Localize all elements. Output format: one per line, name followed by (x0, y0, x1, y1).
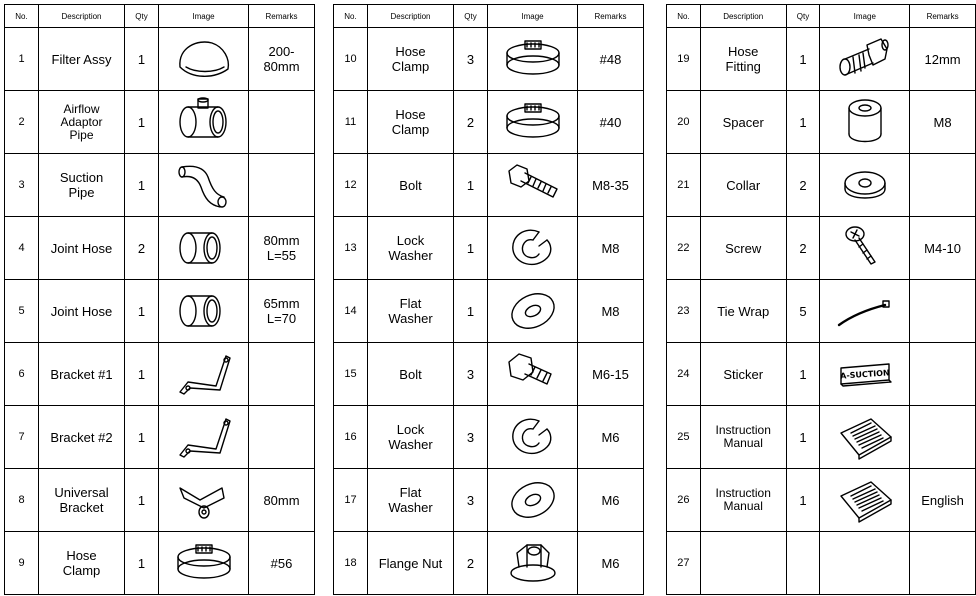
part-image (820, 28, 910, 91)
part-remarks: 200- 80mm (249, 28, 315, 91)
part-qty: 1 (786, 343, 820, 406)
part-image (820, 154, 910, 217)
part-remarks (249, 343, 315, 406)
table-row (334, 28, 644, 91)
part-remarks (249, 154, 315, 217)
part-qty: 1 (125, 406, 159, 469)
part-number: 27 (667, 532, 701, 595)
part-qty: 1 (786, 469, 820, 532)
part-number: 26 (667, 469, 701, 532)
part-remarks: English (910, 469, 976, 532)
header-qty: Qty (454, 5, 488, 28)
part-remarks: #40 (578, 91, 644, 154)
part-number: 1 (5, 28, 39, 91)
part-description: Instruction Manual (700, 469, 786, 532)
suction-pipe-icon (174, 159, 234, 211)
joint-hose-icon (174, 222, 234, 274)
table-row (334, 217, 644, 280)
part-qty: 2 (454, 91, 488, 154)
part-image (159, 217, 249, 280)
part-image (488, 154, 578, 217)
part-description: Flat Washer (368, 280, 454, 343)
part-description: Tie Wrap (700, 280, 786, 343)
header-row (667, 5, 976, 28)
header-qty: Qty (786, 5, 820, 28)
part-description: Flat Washer (368, 469, 454, 532)
part-qty: 1 (125, 91, 159, 154)
header-row (5, 5, 315, 28)
part-description (700, 532, 786, 595)
part-remarks: 12mm (910, 28, 976, 91)
part-remarks (910, 280, 976, 343)
part-qty: 3 (454, 406, 488, 469)
part-remarks (910, 154, 976, 217)
part-remarks: M8 (910, 91, 976, 154)
adaptor-pipe-icon (174, 96, 234, 148)
short-bolt-icon (503, 348, 563, 400)
part-qty: 2 (125, 217, 159, 280)
part-description: Hose Clamp (39, 532, 125, 595)
hose-clamp-icon (503, 33, 563, 85)
parts-table-2 (333, 4, 644, 595)
part-description: Universal Bracket (39, 469, 125, 532)
flat-washer-icon (503, 474, 563, 526)
table-row (334, 154, 644, 217)
part-number: 19 (667, 28, 701, 91)
table-row (334, 91, 644, 154)
parts-table-1 (4, 4, 315, 595)
collar-icon (835, 159, 895, 211)
part-number: 3 (5, 154, 39, 217)
part-description: Bolt (368, 154, 454, 217)
part-image (488, 532, 578, 595)
part-qty: 1 (125, 28, 159, 91)
part-qty: 2 (454, 532, 488, 595)
table-row (667, 28, 976, 91)
part-description: Hose Clamp (368, 28, 454, 91)
part-description: Suction Pipe (39, 154, 125, 217)
header-image: Image (820, 5, 910, 28)
universal-bracket-icon (174, 474, 234, 526)
part-qty: 1 (125, 154, 159, 217)
part-image (488, 91, 578, 154)
part-qty: 2 (786, 217, 820, 280)
table-row (667, 280, 976, 343)
part-remarks: M6 (578, 406, 644, 469)
filter-icon (174, 33, 234, 85)
part-image (159, 469, 249, 532)
part-number: 9 (5, 532, 39, 595)
tie-wrap-icon (835, 285, 895, 337)
part-remarks (910, 406, 976, 469)
parts-table-3 (666, 4, 976, 595)
table-row (334, 343, 644, 406)
part-remarks: M6-15 (578, 343, 644, 406)
part-description: Bracket #2 (39, 406, 125, 469)
sticker-icon (835, 348, 895, 400)
part-qty: 3 (454, 343, 488, 406)
part-description: Collar (700, 154, 786, 217)
part-qty: 1 (454, 217, 488, 280)
bracket-icon (174, 411, 234, 463)
part-number: 14 (334, 280, 368, 343)
part-image (159, 28, 249, 91)
table-row (5, 343, 315, 406)
part-number: 6 (5, 343, 39, 406)
part-image (488, 343, 578, 406)
hose-clamp-icon (503, 96, 563, 148)
header-remarks: Remarks (578, 5, 644, 28)
manual-icon (835, 411, 895, 463)
table-row (334, 532, 644, 595)
joint-hose-icon (174, 285, 234, 337)
table-row (667, 154, 976, 217)
part-qty: 1 (125, 532, 159, 595)
part-description: Hose Clamp (368, 91, 454, 154)
table-row (5, 469, 315, 532)
part-image (488, 28, 578, 91)
part-qty: 1 (454, 154, 488, 217)
part-qty: 1 (125, 469, 159, 532)
table-row (667, 532, 976, 595)
part-image (820, 532, 910, 595)
part-description: Joint Hose (39, 217, 125, 280)
part-qty: 1 (786, 91, 820, 154)
part-image (159, 343, 249, 406)
header-description: Description (39, 5, 125, 28)
table-row (667, 91, 976, 154)
header-no: No. (5, 5, 39, 28)
part-description: Bolt (368, 343, 454, 406)
part-description: Lock Washer (368, 217, 454, 280)
part-qty: 3 (454, 28, 488, 91)
lock-washer-icon (503, 222, 563, 274)
part-description: Spacer (700, 91, 786, 154)
lock-washer-icon (503, 411, 563, 463)
part-qty: 5 (786, 280, 820, 343)
flat-washer-icon (503, 285, 563, 337)
sticker-text: A-SUCTION (839, 368, 890, 381)
part-remarks: M8 (578, 280, 644, 343)
part-description: Bracket #1 (39, 343, 125, 406)
part-qty: 1 (454, 280, 488, 343)
part-remarks: M6 (578, 532, 644, 595)
header-row (334, 5, 644, 28)
part-number: 18 (334, 532, 368, 595)
part-number: 7 (5, 406, 39, 469)
part-image (159, 406, 249, 469)
part-number: 4 (5, 217, 39, 280)
header-qty: Qty (125, 5, 159, 28)
header-image: Image (159, 5, 249, 28)
part-description: Screw (700, 217, 786, 280)
part-remarks: #48 (578, 28, 644, 91)
spacer-icon (835, 96, 895, 148)
part-number: 25 (667, 406, 701, 469)
table-row (5, 91, 315, 154)
part-number: 21 (667, 154, 701, 217)
part-qty: 2 (786, 154, 820, 217)
table-row (5, 532, 315, 595)
table-row (334, 280, 644, 343)
table-row (5, 28, 315, 91)
part-image (820, 406, 910, 469)
part-qty (786, 532, 820, 595)
part-remarks (910, 343, 976, 406)
part-image (820, 91, 910, 154)
manual-icon (835, 474, 895, 526)
part-number: 11 (334, 91, 368, 154)
header-no: No. (667, 5, 701, 28)
part-description: Hose Fitting (700, 28, 786, 91)
part-qty: 1 (786, 406, 820, 469)
part-image (820, 343, 910, 406)
part-remarks (249, 406, 315, 469)
table-row (667, 217, 976, 280)
part-image (488, 280, 578, 343)
part-image (488, 406, 578, 469)
part-image (488, 469, 578, 532)
part-number: 15 (334, 343, 368, 406)
part-image (820, 469, 910, 532)
part-number: 5 (5, 280, 39, 343)
hose-clamp-icon (174, 537, 234, 589)
part-number: 12 (334, 154, 368, 217)
header-remarks: Remarks (249, 5, 315, 28)
part-image (488, 217, 578, 280)
header-remarks: Remarks (910, 5, 976, 28)
part-remarks: M8 (578, 217, 644, 280)
part-description: Flange Nut (368, 532, 454, 595)
part-qty: 1 (786, 28, 820, 91)
bracket-icon (174, 348, 234, 400)
table-row (667, 406, 976, 469)
part-description: Instruction Manual (700, 406, 786, 469)
part-qty: 1 (125, 280, 159, 343)
part-image (820, 217, 910, 280)
table-row (5, 406, 315, 469)
header-description: Description (700, 5, 786, 28)
part-description: Sticker (700, 343, 786, 406)
part-number: 8 (5, 469, 39, 532)
part-remarks: M8-35 (578, 154, 644, 217)
hose-fitting-icon (835, 33, 895, 85)
table-row (667, 469, 976, 532)
part-number: 20 (667, 91, 701, 154)
header-image: Image (488, 5, 578, 28)
part-number: 23 (667, 280, 701, 343)
part-remarks: 80mm (249, 469, 315, 532)
screw-icon (835, 222, 895, 274)
part-number: 17 (334, 469, 368, 532)
header-description: Description (368, 5, 454, 28)
part-number: 24 (667, 343, 701, 406)
header-no: No. (334, 5, 368, 28)
part-remarks: 80mm L=55 (249, 217, 315, 280)
table-row (667, 343, 976, 406)
table-row (5, 154, 315, 217)
part-image (159, 154, 249, 217)
part-number: 2 (5, 91, 39, 154)
part-remarks (249, 91, 315, 154)
part-image (159, 91, 249, 154)
part-description: Filter Assy (39, 28, 125, 91)
part-number: 13 (334, 217, 368, 280)
table-row (334, 406, 644, 469)
table-row (334, 469, 644, 532)
part-remarks (910, 532, 976, 595)
part-qty: 1 (125, 343, 159, 406)
part-description: Joint Hose (39, 280, 125, 343)
part-number: 22 (667, 217, 701, 280)
part-description: Airflow Adaptor Pipe (39, 91, 125, 154)
part-image (159, 280, 249, 343)
part-number: 10 (334, 28, 368, 91)
part-image (820, 280, 910, 343)
part-description: Lock Washer (368, 406, 454, 469)
table-row (5, 217, 315, 280)
part-remarks: M6 (578, 469, 644, 532)
part-qty: 3 (454, 469, 488, 532)
part-remarks: M4-10 (910, 217, 976, 280)
part-remarks: 65mm L=70 (249, 280, 315, 343)
flange-nut-icon (503, 537, 563, 589)
table-row (5, 280, 315, 343)
bolt-icon (503, 159, 563, 211)
part-image (159, 532, 249, 595)
part-number: 16 (334, 406, 368, 469)
part-remarks: #56 (249, 532, 315, 595)
